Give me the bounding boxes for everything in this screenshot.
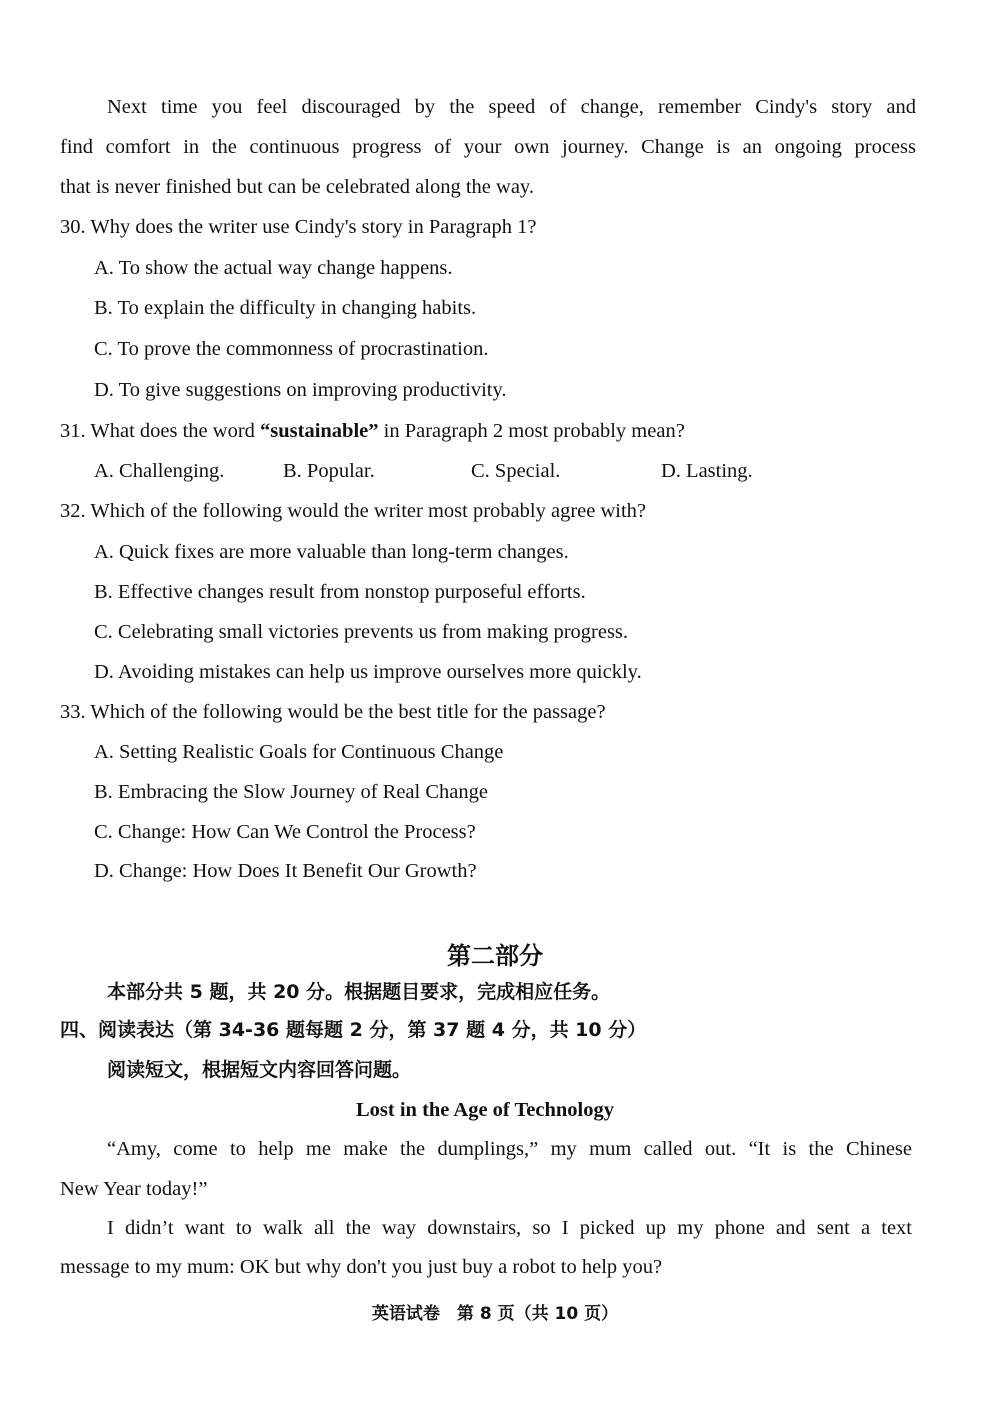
question-31-option-b: B. Popular.	[283, 460, 375, 482]
part-two-title: 第二部分	[447, 942, 543, 970]
paragraph-line: that is never finished but can be celebrated along the way.	[60, 176, 534, 198]
passage-title: Lost in the Age of Technology	[356, 1099, 614, 1121]
question-31-stem-end: in Paragraph 2 most probably mean?	[378, 420, 685, 442]
question-30-option-a: A. To show the actual way change happens.	[94, 257, 453, 279]
passage-line: message to my mum: OK but why don't you just buy a robot to help you?	[60, 1256, 663, 1278]
question-30-option-c: C. To prove the commonness of procrastination.	[94, 338, 489, 360]
question-33-option-b: B. Embracing the Slow Journey of Real Change	[94, 781, 488, 803]
question-32-stem: 32. Which of the following would the writer most probably agree with?	[60, 500, 647, 522]
question-32-option-c: C. Celebrating small victories prevents us from making progress.	[94, 621, 629, 643]
paragraph-line: Next time you feel discouraged by the speed of change, remember Cindy's story and	[107, 96, 916, 118]
question-32-option-d: D. Avoiding mistakes can help us improve ourselves more quickly.	[94, 661, 642, 683]
question-32-option-b: B. Effective changes result from nonstop purposeful efforts.	[94, 581, 586, 603]
question-33-option-c: C. Change: How Can We Control the Process?	[94, 821, 476, 843]
question-32-option-a: A. Quick fixes are more valuable than long-term changes.	[94, 541, 569, 563]
question-33-stem: 33. Which of the following would be the best title for the passage?	[60, 701, 606, 723]
question-31-stem	[60, 421, 685, 442]
question-31-stem-start: 31. What does the word	[60, 420, 261, 442]
question-31-option-a: A. Challenging.	[94, 460, 225, 482]
section-four-heading: 四、阅读表达（第 34-36 题每题 2 分，第 37 题 4 分，共 10 分）	[60, 1019, 647, 1041]
passage-line: I didn’t want to walk all the way downstairs, so I picked up my phone and sent a text	[107, 1217, 912, 1239]
question-30-option-d: D. To give suggestions on improving productivity.	[94, 379, 507, 401]
page-footer: 英语试卷 第 8 页（共 10 页）	[371, 1304, 619, 1324]
question-31-option-d: D. Lasting.	[661, 460, 753, 482]
question-31-keyword: “sustainable”	[260, 420, 379, 442]
paragraph-line: find comfort in the continuous progress of your own journey. Change is an ongoing process	[60, 136, 916, 158]
question-33-option-a: A. Setting Realistic Goals for Continuous Change	[94, 741, 504, 763]
passage-line: “Amy, come to help me make the dumplings,” my mum called out. “It is the Chinese	[107, 1138, 912, 1160]
question-31-option-c: C. Special.	[471, 460, 561, 482]
section-four-instruction: 阅读短文，根据短文内容回答问题。	[107, 1059, 412, 1081]
question-31-options	[0, 461, 990, 485]
question-30-option-b: B. To explain the difficulty in changing habits.	[94, 297, 477, 319]
question-33-option-d: D. Change: How Does It Benefit Our Growth?	[94, 860, 477, 882]
part-two-intro: 本部分共 5 题，共 20 分。根据题目要求，完成相应任务。	[107, 981, 611, 1003]
passage-line: New Year today!”	[60, 1178, 208, 1200]
question-30-stem: 30. Why does the writer use Cindy's story in Paragraph 1?	[60, 216, 537, 238]
